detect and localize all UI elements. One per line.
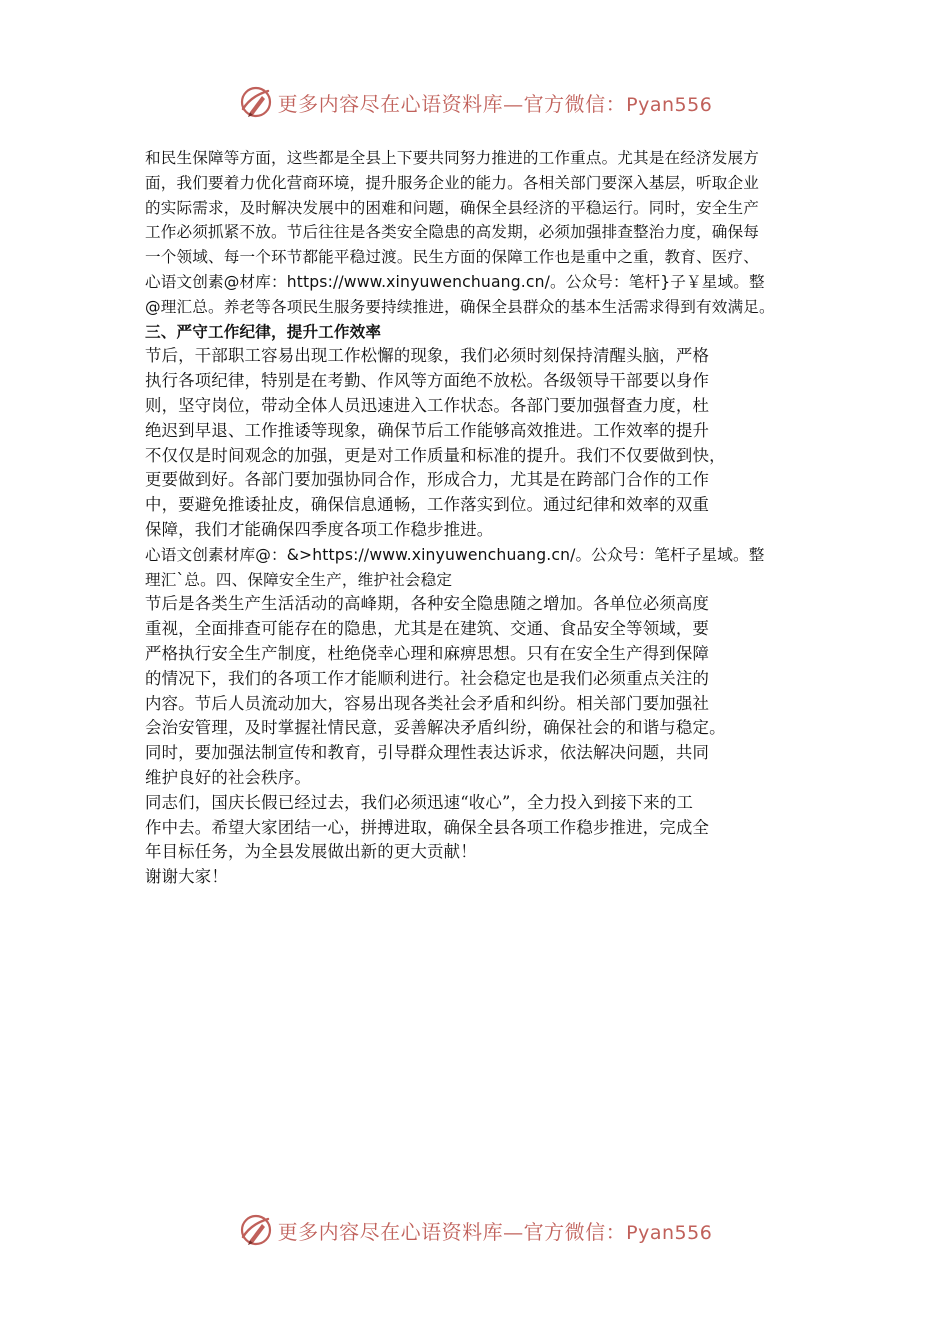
body-line: 则，坚守岗位，带动全体人员迅速进入工作状态。各部门要加强督查力度，杜 bbox=[145, 395, 710, 415]
pen-in-circle-logo-icon bbox=[238, 1212, 274, 1248]
body-line: 的实际需求，及时解决发展中的困难和问题，确保全县经济的平稳运行。同时，安全生产 bbox=[145, 198, 760, 217]
section-heading-4: 理汇`总。四、保障安全生产，维护社会稳定 bbox=[145, 570, 453, 589]
body-line: 心语文创素@材库：https://www.xinyuwenchuang.cn/。公众号：笔杆}子￥星域。整 bbox=[145, 272, 765, 291]
body-line: 和民生保障等方面，这些都是全县上下要共同努力推进的工作重点。尤其是在经济发展方 bbox=[145, 149, 760, 167]
body-line: 面，我们要着力优化营商环境，提升服务企业的能力。各相关部门要深入基层，听取企业 bbox=[145, 173, 760, 192]
closing-line: 谢谢大家！ bbox=[145, 867, 228, 887]
header-wechat-id: Pyan556 bbox=[626, 93, 713, 116]
body-line: 节后，干部职工容易出现工作松懈的现象，我们必须时刻保持清醒头脑，严格 bbox=[145, 346, 710, 366]
body-line: 更要做到好。各部门要加强协同合作，形成合力，尤其是在跨部门合作的工作 bbox=[145, 470, 710, 490]
body-line: 的情况下，我们的各项工作才能顺利进行。社会稳定也是我们必须重点关注的 bbox=[145, 668, 710, 688]
body-line: 保障，我们才能确保四季度各项工作稳步推进。 bbox=[145, 519, 494, 539]
header-text-main: 更多内容尽在心语资料库—官方微信： bbox=[277, 91, 627, 116]
section-heading-3: 三、严守工作纪律，提升工作效率 bbox=[145, 322, 382, 341]
header-text bbox=[278, 88, 713, 117]
body-line: 不仅仅是时间观念的加强，更是对工作质量和标准的提升。我们不仅要做到快， bbox=[145, 445, 726, 465]
body-line: 维护良好的社会秩序。 bbox=[145, 767, 311, 787]
body-line: 中，要避免推诿扯皮，确保信息通畅，工作落实到位。通过纪律和效率的双重 bbox=[145, 495, 710, 515]
body-line: @理汇总。养老等各项民生服务要持续推进，确保全县群众的基本生活需求得到有效满足。 bbox=[145, 297, 775, 316]
document-body bbox=[145, 146, 817, 890]
body-line: 年目标任务，为全县发展做出新的更大贡献！ bbox=[145, 842, 477, 862]
body-line: 执行各项纪律，特别是在考勤、作风等方面绝不放松。各级领导干部要以身作 bbox=[145, 371, 710, 391]
body-line: 会治安管理，及时掌握社情民意，妥善解决矛盾纠纷，确保社会的和谐与稳定。 bbox=[145, 718, 726, 738]
body-line: 内容。节后人员流动加大，容易出现各类社会矛盾和纠纷。相关部门要加强社 bbox=[145, 693, 710, 713]
body-line: 重视，全面排查可能存在的隐患，尤其是在建筑、交通、食品安全等领域，要 bbox=[145, 619, 710, 639]
footer-banner bbox=[0, 1210, 950, 1250]
body-line: 心语文创素材库@：&>https://www.xinyuwenchuang.cn/。公众号：笔杆子星域。整 bbox=[145, 545, 765, 564]
body-line: 一个领域、每一个环节都能平稳过渡。民生方面的保障工作也是重中之重，教育、医疗、 bbox=[145, 248, 760, 267]
body-line: 作中去。希望大家团结一心，拼搏进取，确保全县各项工作稳步推进，完成全 bbox=[145, 817, 710, 837]
body-line: 严格执行安全生产制度，杜绝侥幸心理和麻痹思想。只有在安全生产得到保障 bbox=[145, 643, 710, 663]
footer-text bbox=[278, 1216, 713, 1245]
footer-text-main: 更多内容尽在心语资料库—官方微信： bbox=[277, 1219, 627, 1244]
body-line: 绝迟到早退、工作推诿等现象，确保节后工作能够高效推进。工作效率的提升 bbox=[145, 420, 710, 440]
body-line: 节后是各类生产生活活动的高峰期，各种安全隐患随之增加。各单位必须高度 bbox=[145, 594, 710, 614]
body-line: 同时，要加强法制宣传和教育，引导群众理性表达诉求，依法解决问题，共同 bbox=[145, 743, 710, 763]
body-line: 同志们，国庆长假已经过去，我们必须迅速“收心”，全力投入到接下来的工 bbox=[145, 792, 694, 812]
pen-in-circle-logo-icon bbox=[238, 84, 274, 120]
header-banner bbox=[0, 82, 950, 122]
body-line: 工作必须抓紧不放。节后往往是各类安全隐患的高发期，必须加强排查整治力度，确保每 bbox=[145, 223, 760, 242]
footer-wechat-id: Pyan556 bbox=[626, 1221, 713, 1244]
